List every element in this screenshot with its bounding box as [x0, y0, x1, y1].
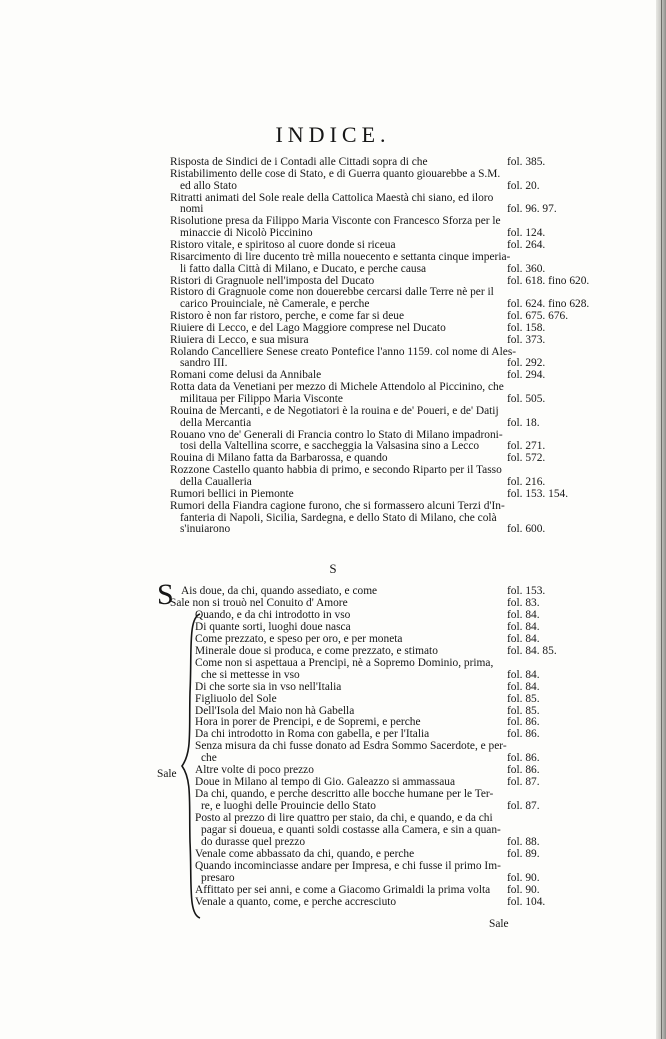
entry-folio: fol. 675. 676.: [507, 310, 569, 322]
entry-text: Rouano vno de' Generali di Francia contro lo Stato di Milano impadroni-: [170, 429, 503, 441]
entry-folio: fol. 20.: [507, 180, 540, 192]
entry-text: Rotta data da Venetiani per mezzo di Michele Attendolo al Piccinino, che: [170, 381, 504, 393]
entry-text: della Caualleria: [180, 476, 252, 488]
entry-text: Venale come abbassato da chi, quando, e perche: [195, 848, 415, 860]
entry-text: Risarcimento di lire ducento trè milla nouecento e settanta cinque imperia-: [170, 251, 511, 263]
entry-folio: fol. 618. fino 620.: [507, 275, 590, 287]
page-edge: [656, 0, 666, 1039]
sale-label: Sale: [157, 768, 177, 780]
entry-folio: fol. 624. fino 628.: [507, 298, 590, 310]
entry-text: Rumori della Fiandra cagione furono, che si formassero alcuni Terzi d'In-: [170, 500, 505, 512]
entry-text: Rozzone Castello quanto habbia di primo, e secondo Riparto per il Tasso: [170, 464, 502, 476]
entry-folio: fol. 84.: [507, 633, 540, 645]
entry-text: Ritratti animati del Sole reale della Cattolica Maestà chi siano, ed iloro: [170, 192, 494, 204]
entry-text: Riuiere di Lecco, e del Lago Maggiore comprese nel Ducato: [170, 322, 446, 334]
entry-folio: fol. 83.: [507, 597, 540, 609]
entry-folio: fol. 572.: [507, 452, 546, 464]
entry-folio: fol. 600.: [507, 523, 546, 535]
entry-folio: fol. 84.: [507, 681, 540, 693]
entry-folio: fol. 96. 97.: [507, 203, 557, 215]
entry-text: Ristoro è non far ristoro, perche, e come far si deue: [170, 310, 405, 322]
entry-text: Senza misura da chi fusse donato ad Esdra Sommo Sacerdote, e per-: [195, 740, 507, 752]
entry-text: pagar si doueua, e quanti soldi costasse alla Camera, e sin a quan-: [201, 824, 501, 836]
entry-folio: fol. 104.: [507, 896, 546, 908]
entry-folio: fol. 153. 154.: [507, 488, 569, 500]
entry-text: Quando, e da chi introdotto in vso: [195, 609, 351, 621]
entry-folio: fol. 84.: [507, 621, 540, 633]
section-letter: S: [329, 561, 337, 576]
entry-folio: fol. 505.: [507, 393, 546, 405]
entry-folio: fol. 360.: [507, 263, 546, 275]
entry-text: Ais doue, da chi, quando assediato, e come: [181, 585, 378, 597]
entry-text: che si mettesse in vso: [201, 669, 300, 681]
entry-text: carico Prouinciale, nè Camerale, e perche: [180, 298, 370, 310]
entry-text: militaua per Filippo Maria Visconte: [180, 393, 343, 405]
entry-text: Quando incominciasse andare per Impresa, e chi fusse il primo Im-: [195, 860, 501, 872]
entry-text: sandro III.: [180, 357, 228, 369]
entry-text: Riuiera di Lecco, e sua misura: [170, 334, 309, 346]
entry-text: Venale a quanto, come, e perche accresciuto: [195, 896, 397, 908]
entry-text: Affittato per sei anni, e come a Giacomo Grimaldi la prima volta: [195, 884, 491, 896]
entry-text: minaccie di Nicolò Piccinino: [180, 227, 313, 239]
entry-folio: fol. 294.: [507, 369, 546, 381]
entry-folio: fol. 87.: [507, 776, 540, 788]
catchword: Sale: [489, 918, 509, 930]
entry-text: Da chi, quando, e perche descritto alle bocche humane per le Ter-: [195, 788, 494, 800]
entry-text: presaro: [201, 872, 235, 884]
entry-text: s'inuiarono: [180, 523, 231, 535]
entry-text: Minerale doue si produca, e come prezzato, e stimato: [195, 645, 438, 657]
entry-text: Romani come delusi da Annibale: [170, 369, 322, 381]
entry-text: Sale non si trouò nel Conuito d' Amore: [170, 597, 348, 609]
entry-folio: fol. 84.: [507, 609, 540, 621]
drop-cap: S: [157, 578, 174, 611]
entry-text: Figliuolo del Sole: [195, 693, 277, 705]
entry-folio: fol. 292.: [507, 357, 546, 369]
entry-folio: fol. 88.: [507, 836, 540, 848]
entry-folio: fol. 264.: [507, 239, 546, 251]
entry-text: Ristori di Gragnuole nell'imposta del Ducato: [170, 275, 375, 287]
entry-text: Come prezzato, e speso per oro, e per moneta: [195, 633, 403, 645]
entry-text: Hora in porer de Prencipi, e de Sopremi, e perche: [195, 716, 421, 728]
entry-folio: fol. 86.: [507, 764, 540, 776]
entry-folio: fol. 216.: [507, 476, 546, 488]
entry-text: della Mercantia: [180, 417, 252, 429]
entry-text: Ristabilimento delle cose di Stato, e di Guerra quanto giouarebbe a S.M.: [170, 168, 501, 180]
entry-text: nomi: [180, 203, 204, 215]
entry-text: Di quante sorti, luoghi doue nasca: [195, 621, 351, 633]
entry-folio: fol. 85.: [507, 693, 540, 705]
entry-text: Doue in Milano al tempo di Gio. Galeazzo si ammassaua: [195, 776, 456, 788]
entry-text: Risolutione presa da Filippo Maria Visconte con Francesco Sforza per le: [170, 215, 501, 227]
entry-text: re, e luoghi delle Prouincie dello Stato: [201, 800, 376, 812]
entry-folio: fol. 90.: [507, 872, 540, 884]
entry-folio: fol. 90.: [507, 884, 540, 896]
entry-text: Rouina di Milano fatta da Barbarossa, e quando: [170, 452, 388, 464]
entry-folio: fol. 18.: [507, 417, 540, 429]
entry-text: che: [201, 752, 217, 764]
entry-text: li fatto dalla Città di Milano, e Ducato, e perche causa: [180, 263, 427, 275]
page-title: INDICE.: [275, 122, 391, 147]
entry-folio: fol. 373.: [507, 334, 546, 346]
entry-folio: fol. 124.: [507, 227, 546, 239]
entry-folio: fol. 158.: [507, 322, 546, 334]
entry-folio: fol. 385.: [507, 156, 546, 168]
entry-text: Altre volte di poco prezzo: [195, 764, 314, 776]
entry-text: Da chi introdotto in Roma con gabella, e per l'Italia: [195, 728, 430, 740]
entry-text: ed allo Stato: [180, 180, 237, 192]
entry-folio: fol. 85.: [507, 705, 540, 717]
entry-folio: fol. 153.: [507, 585, 546, 597]
entry-folio: fol. 84. 85.: [507, 645, 557, 657]
entry-folio: fol. 87.: [507, 800, 540, 812]
entry-folio: fol. 89.: [507, 848, 540, 860]
entry-text: fanteria di Napoli, Sicilia, Sardegna, e dello Stato di Milano, che colà: [180, 512, 497, 524]
entry-folio: fol. 86.: [507, 728, 540, 740]
entry-text: Di che sorte sia in vso nell'Italia: [195, 681, 342, 693]
entry-text: Ristoro vitale, e spiritoso al cuore donde si riceua: [170, 239, 396, 251]
entry-text: Risposta de Sindici de i Contadi alle Cittadi sopra di che: [170, 156, 428, 168]
entry-text: do durasse quel prezzo: [201, 836, 306, 848]
entry-folio: fol. 84.: [507, 669, 540, 681]
entry-text: Posto al prezzo di lire quattro per staio, da chi, e quando, e da chi: [195, 812, 493, 824]
entry-text: Rouina de Mercanti, e de Negotiatori è la rouina e de' Poueri, e de' Datij: [170, 405, 499, 417]
entry-folio: fol. 86.: [507, 752, 540, 764]
entry-text: tosi della Valtellina scorre, e saccheggia la Valsasina sino a Lecco: [180, 440, 480, 452]
entry-folio: fol. 86.: [507, 716, 540, 728]
entry-text: Rumori bellici in Piemonte: [170, 488, 294, 500]
entry-text: Ristoro di Gragnuole come non douerebbe cercarsi dalle Terre nè per il: [170, 286, 494, 298]
entry-text: Rolando Cancelliere Senese creato Pontefice l'anno 1159. col nome di Ales-: [170, 346, 517, 358]
entry-folio: fol. 271.: [507, 440, 546, 452]
entry-text: Dell'Isola del Maio non hà Gabella: [195, 705, 355, 717]
entry-text: Come non si aspettaua a Prencipi, nè a Sopremo Dominio, prima,: [195, 657, 494, 669]
